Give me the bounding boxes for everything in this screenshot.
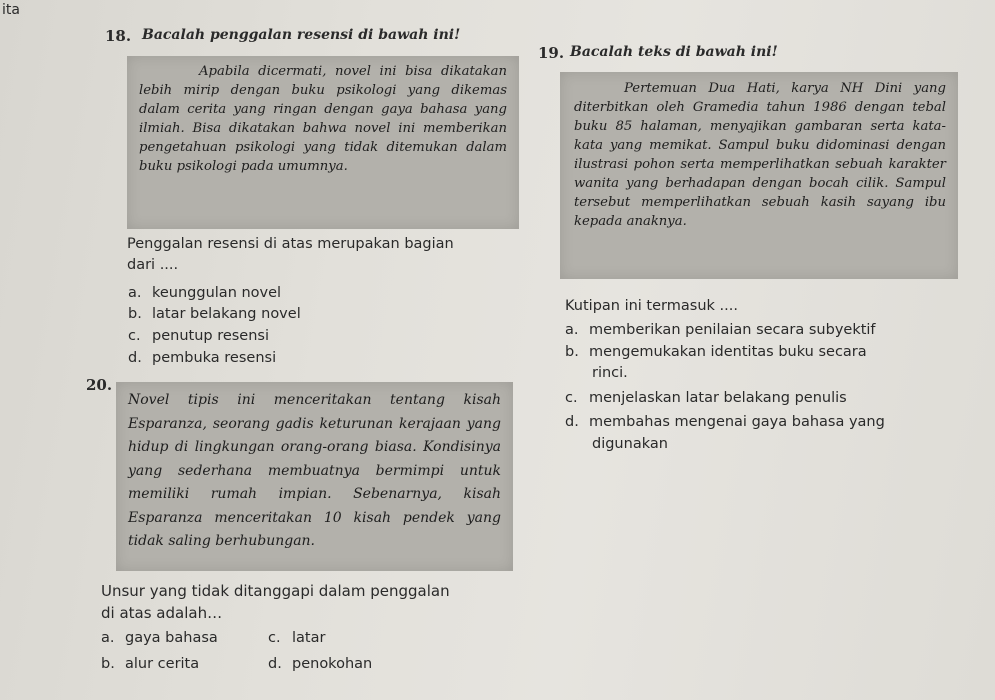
q20-question-line2: di atas adalah… bbox=[101, 604, 223, 622]
q18-option-d[interactable] bbox=[128, 350, 276, 366]
q19-number: 19. bbox=[538, 44, 565, 62]
q19-option-b[interactable] bbox=[565, 344, 867, 360]
q18-option-a-letter: a. bbox=[128, 285, 142, 301]
q18-option-d-text: pembuka resensi bbox=[152, 350, 277, 366]
q19-question: Kutipan ini termasuk .... bbox=[565, 298, 738, 314]
q20-option-a[interactable] bbox=[101, 630, 218, 646]
q18-option-a-text: keunggulan novel bbox=[152, 285, 282, 301]
q19-option-b-letter: b. bbox=[565, 344, 579, 360]
q18-option-a[interactable] bbox=[128, 285, 281, 301]
q18-question-line2: dari .... bbox=[127, 257, 179, 273]
q20-option-d-letter: d. bbox=[268, 656, 282, 672]
q18-option-c-letter: c. bbox=[128, 328, 141, 344]
q18-option-c[interactable] bbox=[128, 328, 269, 344]
page-fragment-text: ita bbox=[2, 2, 20, 18]
q19-option-d-letter: d. bbox=[565, 414, 579, 430]
q20-option-a-letter: a. bbox=[101, 630, 115, 646]
q19-option-a[interactable] bbox=[565, 322, 876, 338]
q19-option-c[interactable] bbox=[565, 390, 847, 406]
q18-option-c-text: penutup resensi bbox=[152, 328, 270, 344]
q19-prompt: Bacalah teks di bawah ini! bbox=[570, 44, 778, 60]
q19-option-d-continuation: digunakan bbox=[592, 436, 668, 452]
q20-option-b[interactable] bbox=[101, 656, 199, 672]
q18-number: 18. bbox=[105, 27, 132, 45]
q19-passage-text: Pertemuan Dua Hati, karya NH Dini yang diterbitkan oleh Gramedia tahun 1986 dengan tebal buku 85 halaman, menyajikan gambaran serta kata-kata yang memikat. Sampul buku didominasi dengan ilustrasi pohon serta memperlihatkan sebuah karakter wanita yang berhadapan dengan bocah cilik. Sampul tersebut memperlihatkan sebuah kasih sayang ibu kepada anaknya. bbox=[574, 81, 946, 229]
q19-passage-box bbox=[560, 72, 958, 279]
q18-prompt: Bacalah penggalan resensi di bawah ini! bbox=[142, 27, 461, 43]
q19-option-c-letter: c. bbox=[565, 390, 578, 406]
q19-option-d-text: membahas mengenai gaya bahasa yang bbox=[589, 414, 885, 430]
q20-option-c-text: latar bbox=[292, 630, 326, 646]
q18-option-b-text: latar belakang novel bbox=[152, 306, 301, 322]
q18-option-b[interactable] bbox=[128, 306, 301, 322]
q18-option-b-letter: b. bbox=[128, 306, 142, 322]
q19-option-a-text: memberikan penilaian secara subyektif bbox=[589, 322, 876, 338]
q20-option-b-letter: b. bbox=[101, 656, 115, 672]
q20-number: 20. bbox=[86, 376, 113, 394]
q18-question-line1: Penggalan resensi di atas merupakan bagian bbox=[127, 236, 454, 252]
q18-option-d-letter: d. bbox=[128, 350, 142, 366]
q20-question-line1: Unsur yang tidak ditanggapi dalam penggalan bbox=[101, 582, 450, 600]
q20-option-c-letter: c. bbox=[268, 630, 281, 646]
q20-option-d[interactable] bbox=[268, 656, 372, 672]
q18-passage-text: Apabila dicermati, novel ini bisa dikatakan lebih mirip dengan buku psikologi yang dikemas dalam cerita yang ringan dengan gaya bahasa yang ilmiah. Bisa dikatakan bahwa novel ini memberikan pengetahuan psikologi yang tidak ditemukan dalam buku psikologi pada umumnya. bbox=[139, 64, 507, 174]
q20-option-c[interactable] bbox=[268, 630, 325, 646]
q20-passage-text: Novel tipis ini menceritakan tentang kisah Esparanza, seorang gadis keturunan kerajaan yang hidup di lingkungan orang-orang biasa. Kondisinya yang sederhana membuatnya bermimpi untuk memiliki rumah impian. Sebenarnya, kisah Esparanza menceritakan 10 kisah pendek yang tidak saling berhubungan. bbox=[128, 392, 501, 549]
q18-passage-box bbox=[127, 56, 519, 229]
q20-passage-box bbox=[116, 382, 513, 571]
q19-option-c-text: menjelaskan latar belakang penulis bbox=[589, 390, 847, 406]
q19-option-d[interactable] bbox=[565, 414, 885, 430]
q19-option-b-continuation: rinci. bbox=[592, 365, 628, 381]
q19-option-b-text: mengemukakan identitas buku secara bbox=[589, 344, 867, 360]
q20-option-a-text: gaya bahasa bbox=[125, 630, 218, 646]
q19-option-a-letter: a. bbox=[565, 322, 579, 338]
q20-option-b-text: alur cerita bbox=[125, 656, 200, 672]
q20-option-d-text: penokohan bbox=[292, 656, 373, 672]
